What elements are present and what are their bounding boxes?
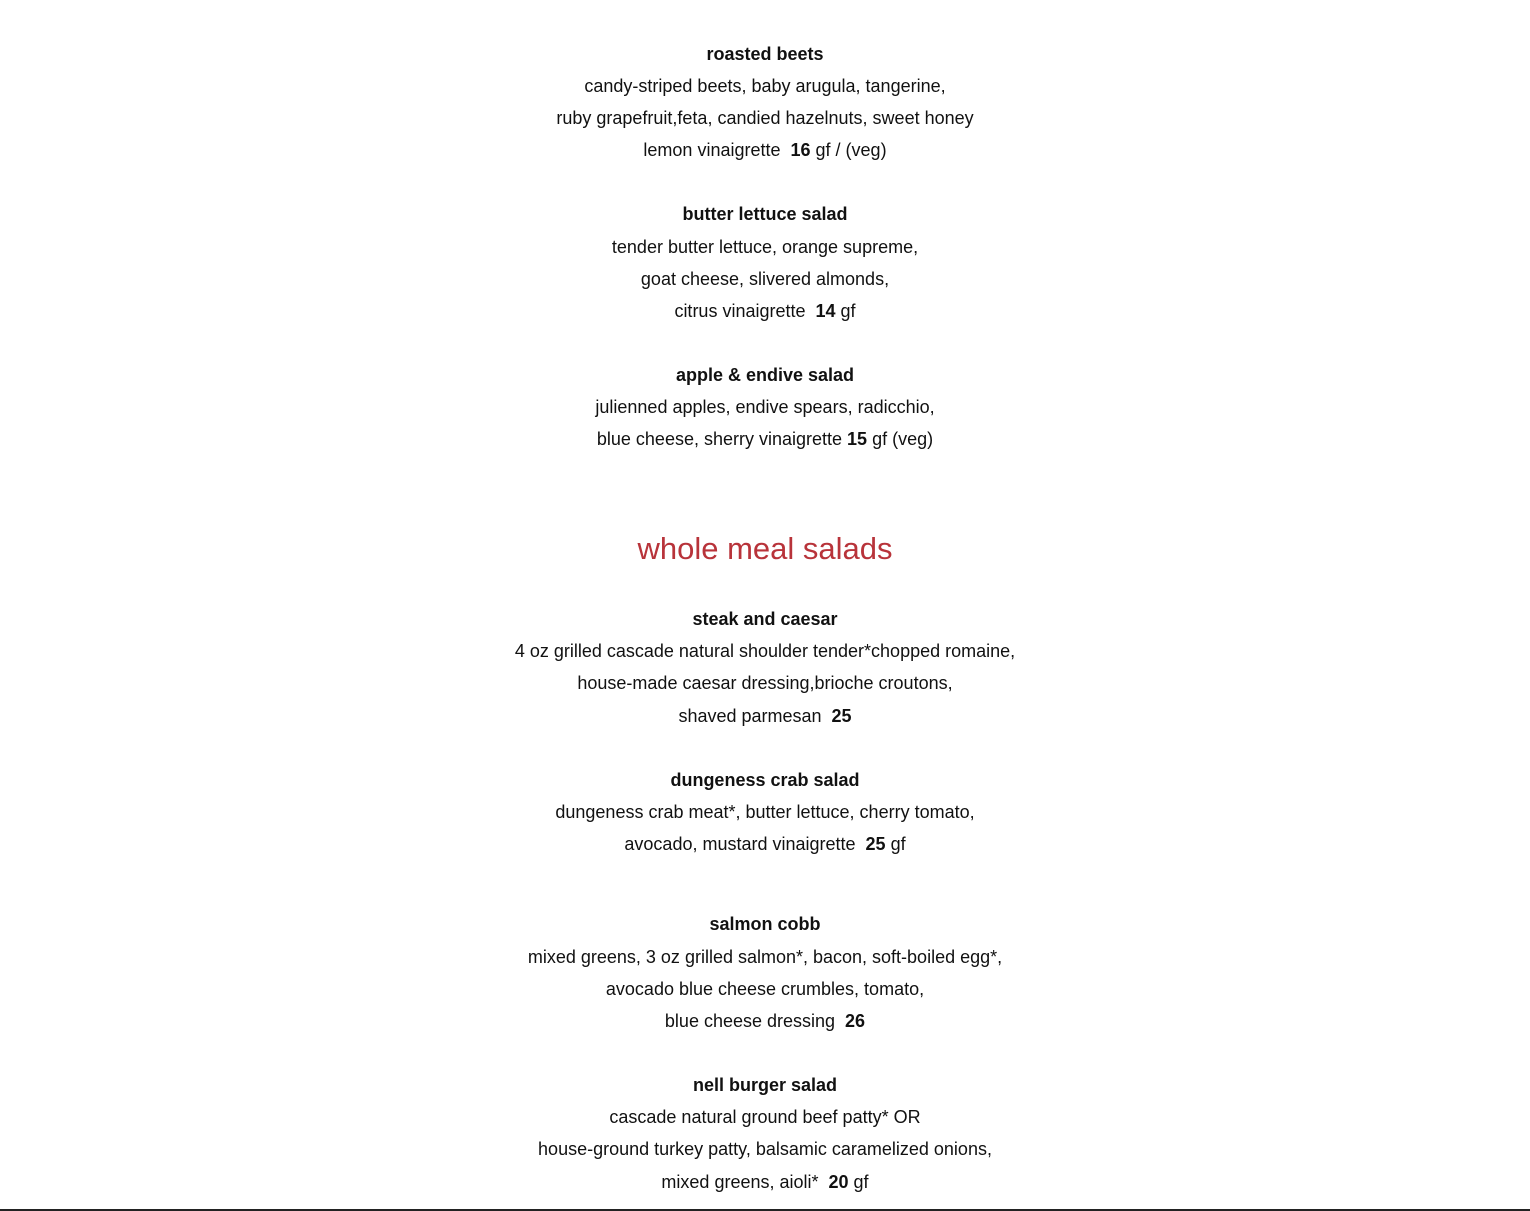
item-price-line: [0, 428, 1530, 450]
item-price-line: [0, 139, 1530, 161]
item-diet-tags: gf: [835, 301, 856, 321]
item-price: 15: [847, 429, 868, 449]
item-name: roasted beets: [706, 44, 824, 64]
item-description: citrus vinaigrette: [674, 301, 816, 321]
item-price: 20: [828, 1172, 849, 1192]
item-description: shaved parmesan: [678, 706, 832, 726]
item-description: cascade natural ground beef patty* OR: [609, 1107, 921, 1127]
item-name: butter lettuce salad: [682, 204, 848, 224]
item-description: candy-striped beets, baby arugula, tangerine,: [584, 76, 946, 96]
item-description: blue cheese dressing: [664, 1011, 846, 1031]
item-name: dungeness crab salad: [670, 770, 860, 790]
item-diet-tags: gf: [848, 1172, 869, 1192]
item-name: salmon cobb: [709, 914, 821, 934]
item-diet-tags: gf / (veg): [810, 140, 887, 160]
item-name: steak and caesar: [692, 609, 838, 629]
item-description: house-made caesar dressing,brioche croutons,: [577, 673, 953, 693]
item-description: tender butter lettuce, orange supreme,: [611, 237, 919, 257]
item-price-line: [0, 300, 1530, 322]
item-description: lemon vinaigrette: [643, 140, 791, 160]
item-price: 16: [790, 140, 811, 160]
item-price-line: [0, 1171, 1530, 1193]
item-description: ruby grapefruit,feta, candied hazelnuts, sweet honey: [556, 108, 974, 128]
item-price-line: [0, 705, 1530, 727]
item-price: 25: [831, 706, 852, 726]
item-price-line: [0, 1010, 1530, 1032]
item-name: nell burger salad: [692, 1075, 838, 1095]
item-description: goat cheese, slivered almonds,: [640, 269, 890, 289]
item-description: avocado blue cheese crumbles, tomato,: [605, 979, 925, 999]
item-price: 14: [815, 301, 836, 321]
item-description: dungeness crab meat*, butter lettuce, cherry tomato,: [555, 802, 975, 822]
item-price: 26: [845, 1011, 866, 1031]
item-description: blue cheese, sherry vinaigrette: [596, 429, 848, 449]
item-price: 25: [865, 834, 886, 854]
item-description: avocado, mustard vinaigrette: [624, 834, 866, 854]
item-diet-tags: gf (veg): [867, 429, 934, 449]
item-description: 4 oz grilled cascade natural shoulder tender*chopped romaine,: [514, 641, 1016, 661]
item-diet-tags: gf: [885, 834, 906, 854]
section-title: whole meal salads: [637, 531, 893, 566]
item-name: apple & endive salad: [675, 365, 855, 385]
item-description: house-ground turkey patty, balsamic caramelized onions,: [538, 1139, 992, 1159]
item-description: mixed greens, 3 oz grilled salmon*, bacon, soft-boiled egg*,: [527, 947, 1003, 967]
item-description: mixed greens, aioli*: [661, 1172, 829, 1192]
item-description: julienned apples, endive spears, radicchio,: [595, 397, 935, 417]
item-price-line: [0, 833, 1530, 855]
